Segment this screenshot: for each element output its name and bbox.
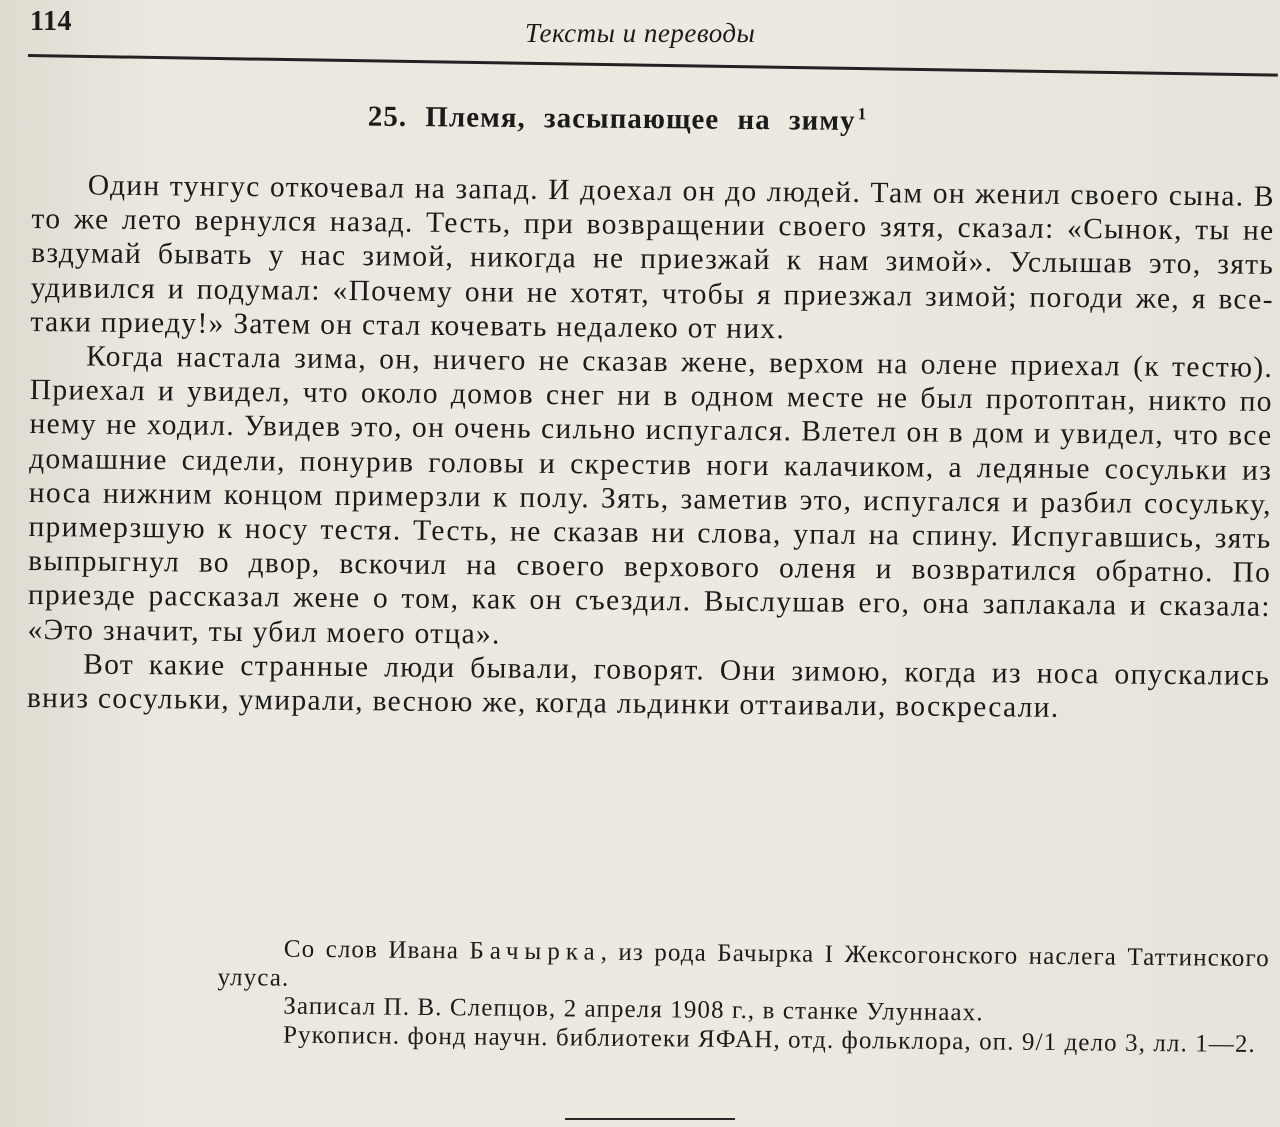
paragraph-3: Вот какие странные люди бывали, говорят. Они зимою, когда из носа опускались вниз сосульки, умирали, весною же, когда льдинки оттаивали, воскресали.: [26, 648, 1271, 724]
source-informant-surname: Бачырка: [469, 937, 601, 966]
page-number: 114: [30, 6, 72, 37]
running-head: Тексты и переводы: [525, 18, 756, 48]
source-note: [217, 935, 1270, 1059]
chapter-title-text: 25. Племя, засыпающее на зиму: [367, 100, 856, 137]
footer-rule: [565, 1118, 735, 1120]
header-rule: [28, 54, 1278, 77]
footnote-marker: 1: [857, 104, 868, 124]
source-informant-post: , из рода Бачырка I Жексогонского наслега Таттинского улуса.: [217, 938, 1270, 992]
paragraph-1: Один тунгус откочевал на запад. И доехал он до людей. Там он женил своего сына. В то же лето вернулся назад. Тесть, при возвращении своего зятя, сказал: «Сынок, ты не вздумай бывать у нас зимой, никогда не приезжай к нам зимой». Услышав это, зять удивился и подумал: «Почему они не хотят, чтобы я приезжал зимой; погоди же, я все-таки приеду!» Затем он стал кочевать недалеко от них.: [30, 169, 1275, 346]
page-header: [0, 0, 1280, 70]
source-recorder: Записал П. В. Слепцов, 2 апреля 1908 г., в станке Улуннаах.: [283, 992, 984, 1027]
story-body: [27, 168, 1275, 727]
source-informant: [217, 935, 1270, 1002]
source-informant-pre: Со слов Ивана: [283, 935, 470, 965]
source-archive: Рукописн. фонд научн. библиотеки ЯФАН, отд. фольклора, оп. 9/1 дело 3, лл. 1—2.: [282, 1021, 1257, 1058]
chapter-title: [368, 100, 868, 138]
paragraph-2: Когда настала зима, он, ничего не сказав жене, верхом на олене приехал (к тестю). Приехал и увидел, что около домов снег ни в одном месте не был протоптан, никто по нему не ходил. Увидев это, он очень сильно испугался. Влетел он в дом и увидел, что все домашние сидели, понурив головы и скрестив ноги калачиком, а ледяные сосульки из носа нижним концом примерзли к полу. Зять, заметив это, испугался и разбил сосульку, примерзшую к носу тестя. Тесть, не сказав ни слова, упал на спину. Испугавшись, зять выпрыгнул во двор, вскочил на своего верхового оленя и возвратился обратно. По приезде рассказал жене о том, как он съездил. Выслушав его, она заплакала и сказала: «Это значит, ты убил моего отца».: [27, 340, 1274, 651]
